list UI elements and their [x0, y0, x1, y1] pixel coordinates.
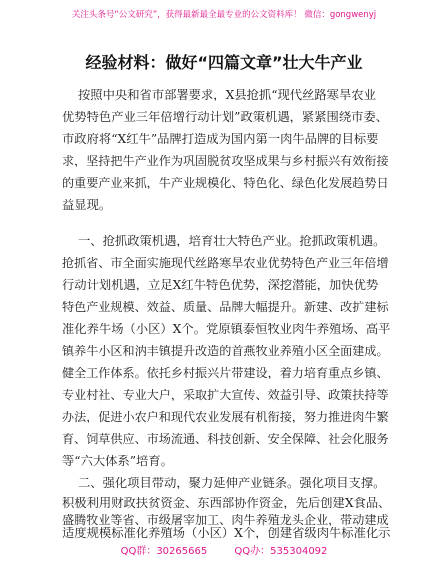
- body-line: 准化养牛场（小区）X个。党原镇泰恒牧业肉牛养殖场、高平: [62, 323, 391, 336]
- section-heading: 一、抢抓政策机遇，培育壮大特色产业。抢抓政策机遇。: [78, 235, 386, 248]
- body-line: 行动计划机遇，立足X红牛特色优势，深挖潜能，加快优势: [62, 279, 379, 292]
- body-line: 适度规模标准化养殖场（小区）X个，创建省级肉牛标准化示: [62, 527, 391, 540]
- body-line: 益显现。: [62, 199, 112, 212]
- promo-banner: 关注头条号“公文研究”，获得最新最全最专业的公文资料库！ 微信：gongwenyj: [71, 10, 377, 20]
- body-line: 的重要产业来抓，牛产业规模化、特色化、绿色化发展趋势日: [62, 177, 389, 190]
- body-line: 特色产业规模、效益、质量、品牌大幅提升。新建、改扩建标: [62, 301, 389, 314]
- body-line: 专业村社、专业大户，采取扩大宣传、效益引导、政策扶持等: [62, 389, 389, 402]
- qq-contact-text: QQ办：535304092: [234, 546, 328, 557]
- body-line: 育、饲草供应、市场流通、科技创新、安全保障、社会化服务: [62, 433, 389, 446]
- body-line: 求，坚持把牛产业作为巩固脱贫攻坚成果与乡村振兴有效衔接: [62, 155, 389, 168]
- contact-footer: [0, 542, 448, 557]
- body-line: 按照中央和省市部署要求，X县抢抓“现代丝路寒旱农业: [78, 89, 376, 102]
- body-line: 健全工作体系。依托乡村振兴片带建设，着力培育重点乡镇、: [62, 367, 389, 380]
- body-line: 镇养牛小区和汭丰镇提升改造的首燕牧业养殖小区全面建成。: [62, 345, 389, 358]
- body-line: 积极利用财政扶贫资金、东西部协作资金，先后创建X食品、: [62, 497, 391, 510]
- body-line: 等“六大体系”培育。: [62, 455, 173, 468]
- section-heading: 二、强化项目带动，聚力延伸产业链条。强化项目支撑。: [78, 477, 386, 490]
- qq-group-text: QQ群：30265665: [120, 546, 208, 557]
- document-title: 经验材料：做好“四篇文章”壮大牛产业: [85, 53, 363, 72]
- body-line: 优势特色产业三年倍增行动计划”政策机遇，紧紧围绕市委、: [62, 111, 389, 124]
- body-line: 办法，促进小农户和现代农业发展有机衔接，努力推进肉牛繁: [62, 411, 389, 424]
- body-line: 抢抓省、市全面实施现代丝路寒旱农业优势特色产业三年倍增: [62, 257, 389, 270]
- body-line: 市政府将“X红牛”品牌打造成为国内第一肉牛品牌的目标要: [62, 133, 379, 146]
- body-line: 盛腾牧业等省、市级屠宰加工、肉牛养殖龙头企业，带动建成: [62, 514, 389, 527]
